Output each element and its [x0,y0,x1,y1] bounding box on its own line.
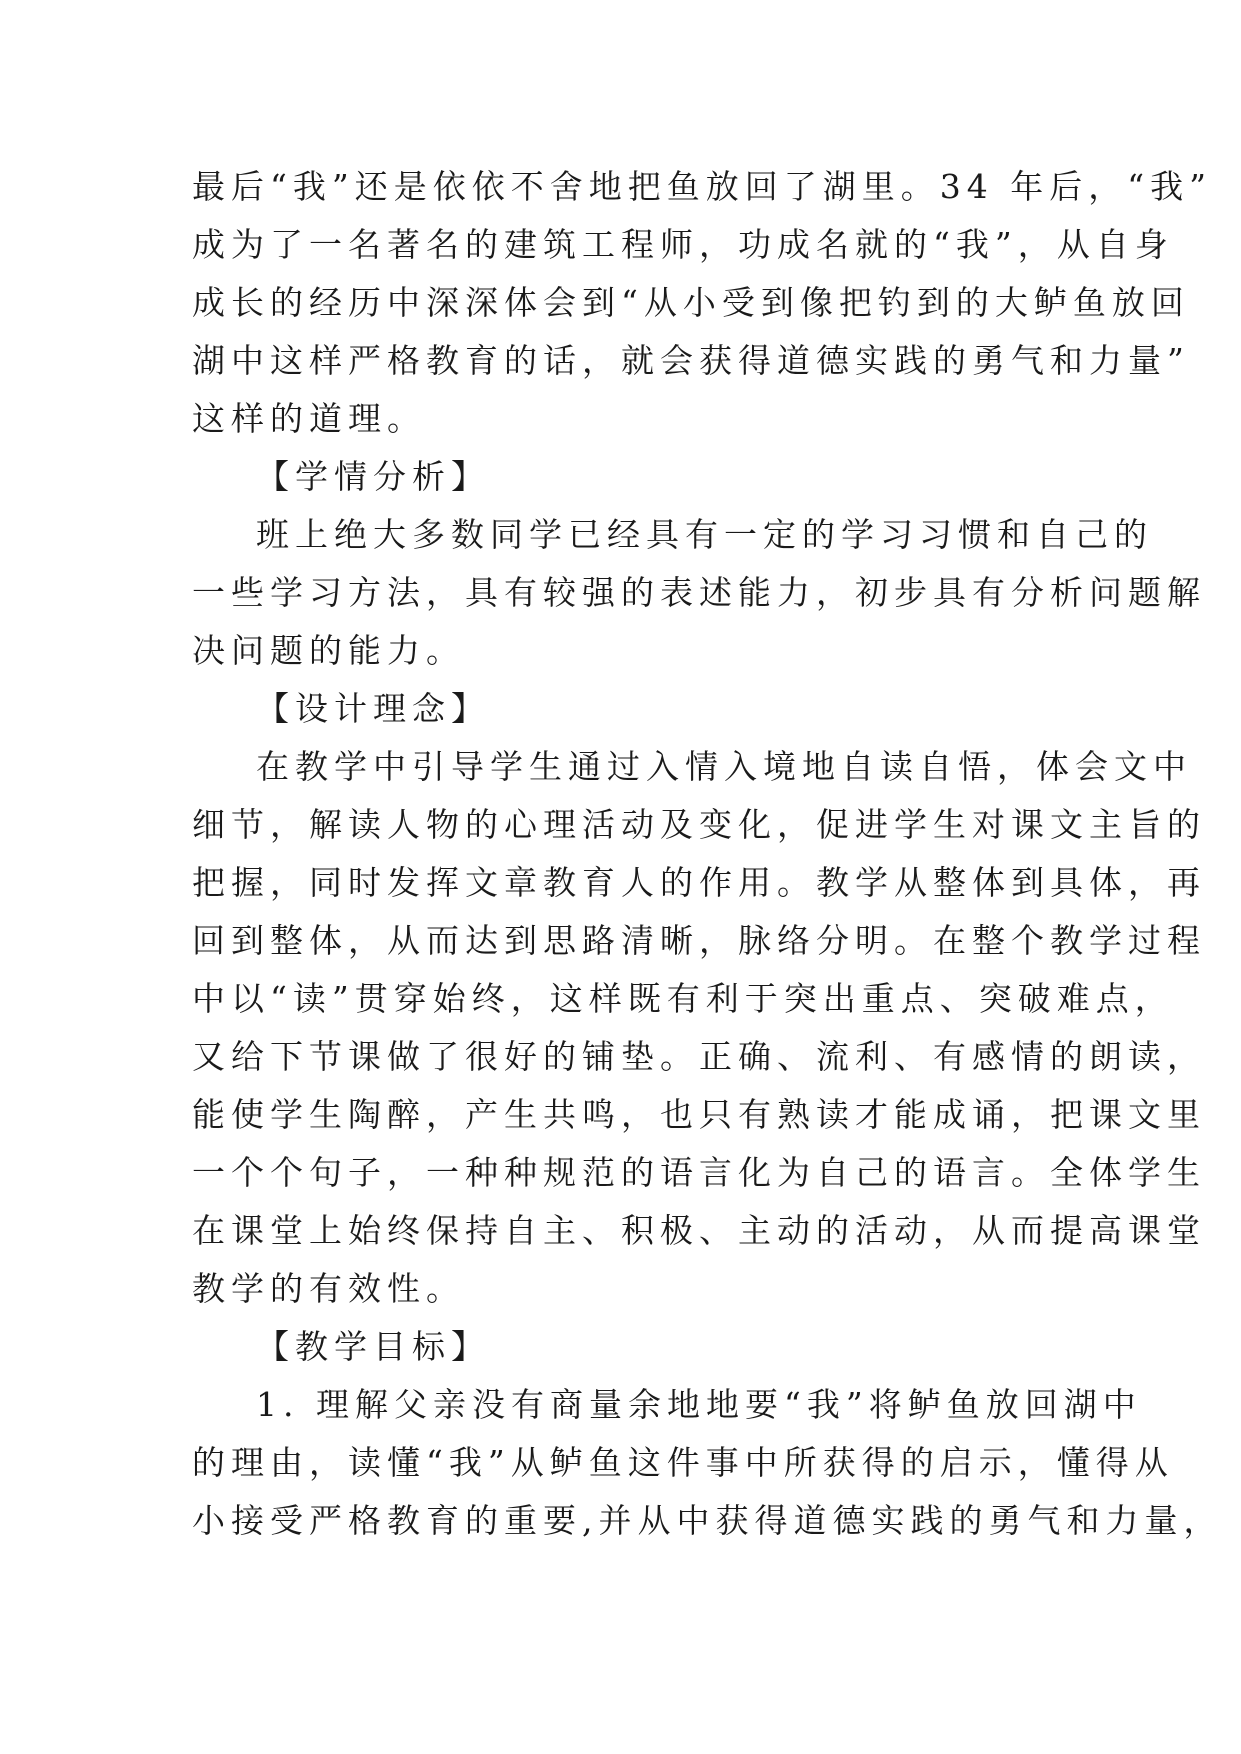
text-line: 小接受严格教育的重要,并从中获得道德实践的勇气和力量， [192,1501,1223,1540]
text-line: 最后“我”还是依依不舍地把鱼放回了湖里。34 年后，“我” [192,167,1212,206]
text-line: 中以“读”贯穿始终，这样既有利于突出重点、突破难点， [192,979,1174,1018]
text-line: 一些学习方法，具有较强的表述能力，初步具有分析问题解 [192,573,1206,612]
section-heading-design-concept: 【设计理念】 [256,689,490,728]
text-line: 能使学生陶醉，产生共鸣，也只有熟读才能成诵，把课文里 [192,1095,1206,1134]
text-line: 把握，同时发挥文章教育人的作用。教学从整体到具体，再 [192,863,1206,902]
text-line: 成为了一名著名的建筑工程师，功成名就的“我”，从自身 [192,225,1174,264]
paragraph-start: 1. 理解父亲没有商量余地地要“我”将鲈鱼放回湖中 [256,1385,1142,1424]
text-line: 成长的经历中深深体会到“从小受到像把钓到的大鲈鱼放回 [192,283,1190,322]
text-line: 在课堂上始终保持自主、积极、主动的活动，从而提高课堂 [192,1211,1206,1250]
text-line: 这样的道理。 [192,399,426,438]
paragraph-start: 在教学中引导学生通过入情入境地自读自悟，体会文中 [256,747,1192,786]
section-heading-student-analysis: 【学情分析】 [256,457,490,496]
document-body [192,158,1223,1550]
text-line: 湖中这样严格教育的话，就会获得道德实践的勇气和力量” [192,341,1190,380]
text-line: 一个个句子，一种种规范的语言化为自己的语言。全体学生 [192,1153,1206,1192]
text-line: 回到整体，从而达到思路清晰，脉络分明。在整个教学过程 [192,921,1206,960]
section-heading-teaching-goals: 【教学目标】 [256,1327,490,1366]
paragraph-start: 班上绝大多数同学已经具有一定的学习习惯和自己的 [256,515,1153,554]
text-line: 的理由，读懂“我”从鲈鱼这件事中所获得的启示，懂得从 [192,1443,1174,1482]
text-line: 教学的有效性。 [192,1269,465,1308]
text-line: 决问题的能力。 [192,631,465,670]
text-line: 又给下节课做了很好的铺垫。正确、流利、有感情的朗读， [192,1037,1206,1076]
text-line: 细节，解读人物的心理活动及变化，促进学生对课文主旨的 [192,805,1206,844]
